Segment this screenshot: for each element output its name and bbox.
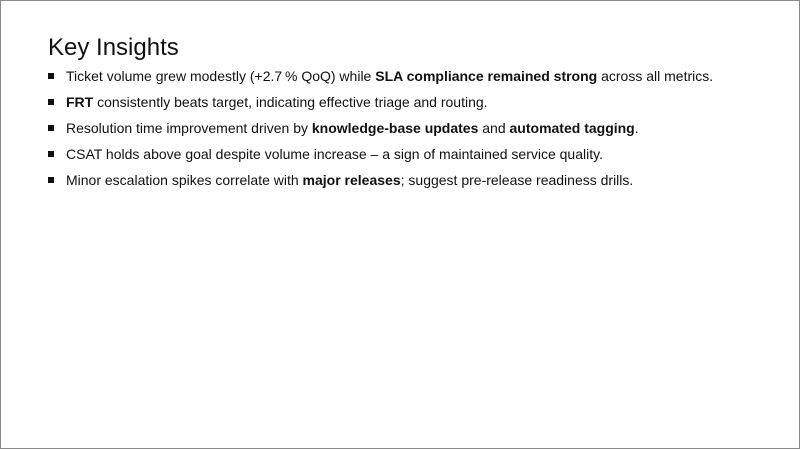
bullet-text-segment: and [478, 120, 510, 136]
square-bullet-icon [48, 73, 54, 79]
list-item [48, 64, 793, 90]
bullet-text-segment: . [634, 120, 639, 136]
square-bullet-icon [48, 125, 54, 131]
slide-title: Key Insights [48, 34, 179, 61]
bullet-text-bold: knowledge-base updates [311, 120, 479, 136]
bullet-text [66, 116, 639, 140]
list-item [48, 142, 793, 168]
bullet-text-segment: Resolution time improvement driven by [66, 120, 312, 136]
square-bullet-icon [48, 177, 54, 183]
bullet-text-segment: CSAT holds above goal despite volume increase – a sign of maintained service quality. [66, 146, 603, 162]
insights-list [48, 64, 793, 194]
list-item [48, 90, 793, 116]
bullet-text [66, 90, 488, 114]
bullet-text-bold: SLA compliance remained strong [375, 68, 598, 84]
bullet-text-segment: Ticket volume grew modestly (+2.7 % QoQ) while [66, 68, 376, 84]
bullet-text [66, 168, 633, 192]
bullet-text-segment: ; suggest pre-release readiness drills. [400, 172, 634, 188]
list-item [48, 116, 793, 142]
bullet-text [66, 142, 603, 166]
bullet-text-segment: consistently beats target, indicating effective triage and routing. [93, 94, 488, 110]
list-item [48, 168, 793, 194]
bullet-text-segment: Minor escalation spikes correlate with [66, 172, 303, 188]
bullet-text-bold: major releases [302, 172, 401, 188]
square-bullet-icon [48, 151, 54, 157]
square-bullet-icon [48, 99, 54, 105]
bullet-text-segment: across all metrics. [597, 68, 714, 84]
bullet-text [66, 64, 713, 88]
bullet-text-bold: automated tagging [509, 120, 635, 136]
bullet-text-bold: FRT [66, 94, 94, 110]
